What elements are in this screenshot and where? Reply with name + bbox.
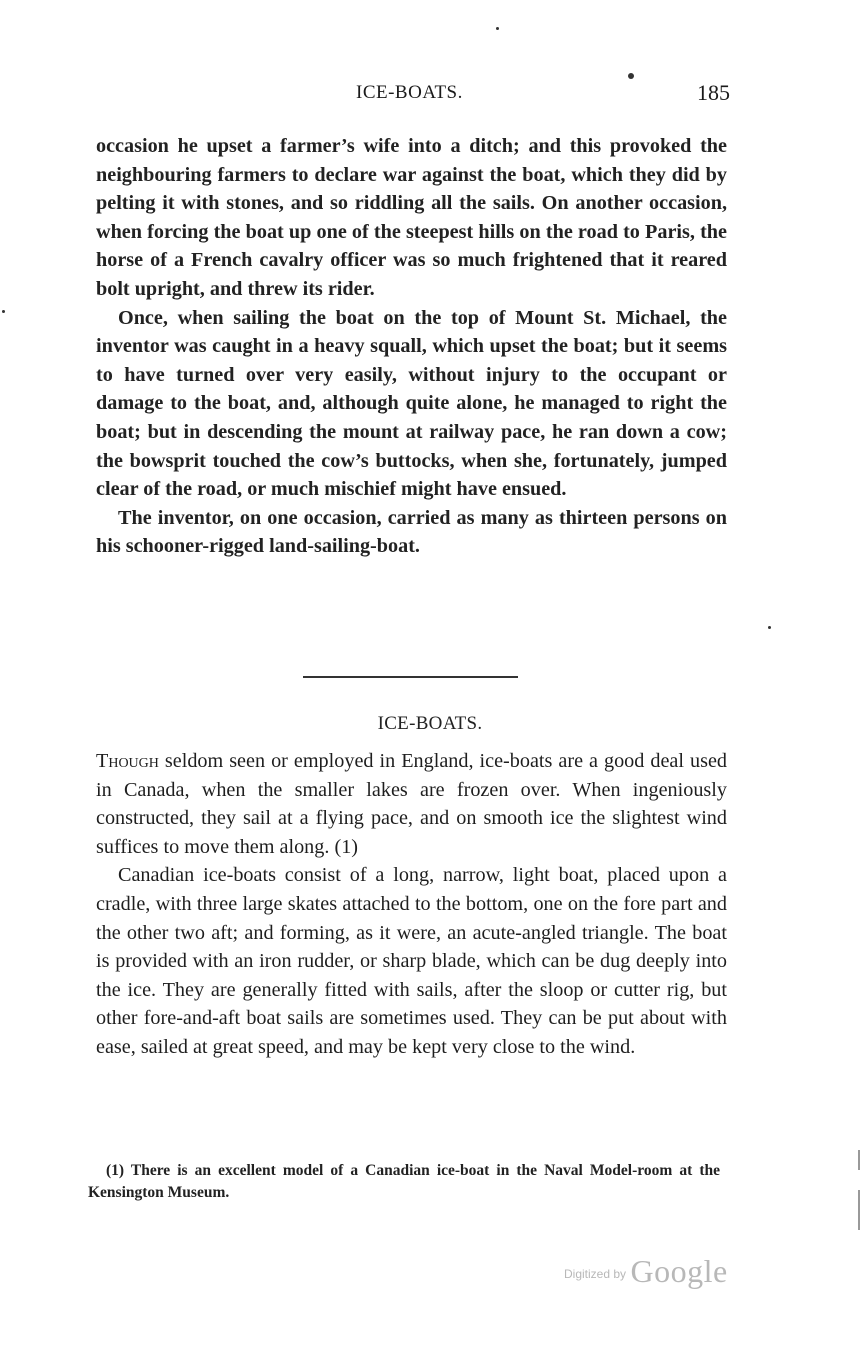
- scan-speck: [2, 310, 5, 313]
- lead-word: Though: [96, 750, 159, 772]
- running-head: ICE-BOATS.: [356, 82, 463, 103]
- footnote: [88, 1160, 720, 1204]
- page-header: [96, 82, 730, 112]
- google-logo: Google: [630, 1253, 728, 1289]
- scan-speck: [496, 27, 499, 30]
- watermark-prefix: Digitized by: [564, 1267, 627, 1281]
- page-number: 185: [697, 80, 730, 105]
- footnote-marker: (1): [106, 1162, 125, 1179]
- section-ice-boats-text: [96, 747, 727, 1062]
- scan-speck: [768, 626, 771, 629]
- digitized-by-google-watermark: [564, 1253, 728, 1290]
- section-title: ICE-BOATS.: [377, 713, 483, 734]
- paragraph: [96, 747, 727, 861]
- paragraph: Once, when sailing the boat on the top of Mount St. Michael, the inventor was caught in a heavy squall, which upset the boat; but it seems to have turned over very easily, without injury to the occupant or damage to the boat, and, although quite alone, he managed to right the boat; but in descending the mount at railway pace, he ran down a cow; the bowsprit touched the cow’s buttocks, when she, fortunately, jumped clear of the road, or much mischief might have ensued.: [96, 306, 727, 501]
- footnote-text: There is an excellent model of a Canadian ice-boat in the Naval Model-room at the Kensington Museum.: [88, 1162, 720, 1201]
- paragraph: The inventor, on one occasion, carried as many as thirteen persons on his schooner-rigged land-sailing-boat.: [96, 506, 727, 558]
- section-divider: [303, 676, 518, 678]
- paragraph: occasion he upset a farmer’s wife into a ditch; and this provoked the neighbouring farmers to declare war against the boat, which they did by pelting it with stones, and so riddling all the sails. On another occasion, when forcing the boat up one of the steepest hills on the road to Paris, the horse of a French cavalry officer was so much frightened that it reared bolt upright, and threw its rider.: [96, 135, 727, 300]
- scan-speck: [628, 73, 634, 79]
- footnote-reference: (1): [334, 835, 359, 858]
- paragraph-text: seldom seen or employed in England, ice-boats are a good deal used in Canada, when the smaller lakes are frozen over. When ingeniously constructed, they sail at a flying pace, and on smooth ice the slightest wind suffices to move them along.: [96, 750, 727, 858]
- paragraph: Canadian ice-boats consist of a long, narrow, light boat, placed upon a cradle, with three large skates attached to the bottom, one on the fore part and the other two aft; and forming, as it were, an acute-angled triangle. The boat is provided with an iron rudder, or sharp blade, which can be dug deeply into the ice. They are generally fitted with sails, after the sloop or cutter rig, but other fore-and-aft boat sails are sometimes used. They can be put about with ease, sailed at great speed, and may be kept very close to the wind.: [96, 864, 727, 1058]
- section-land-sailing-text: [96, 132, 727, 561]
